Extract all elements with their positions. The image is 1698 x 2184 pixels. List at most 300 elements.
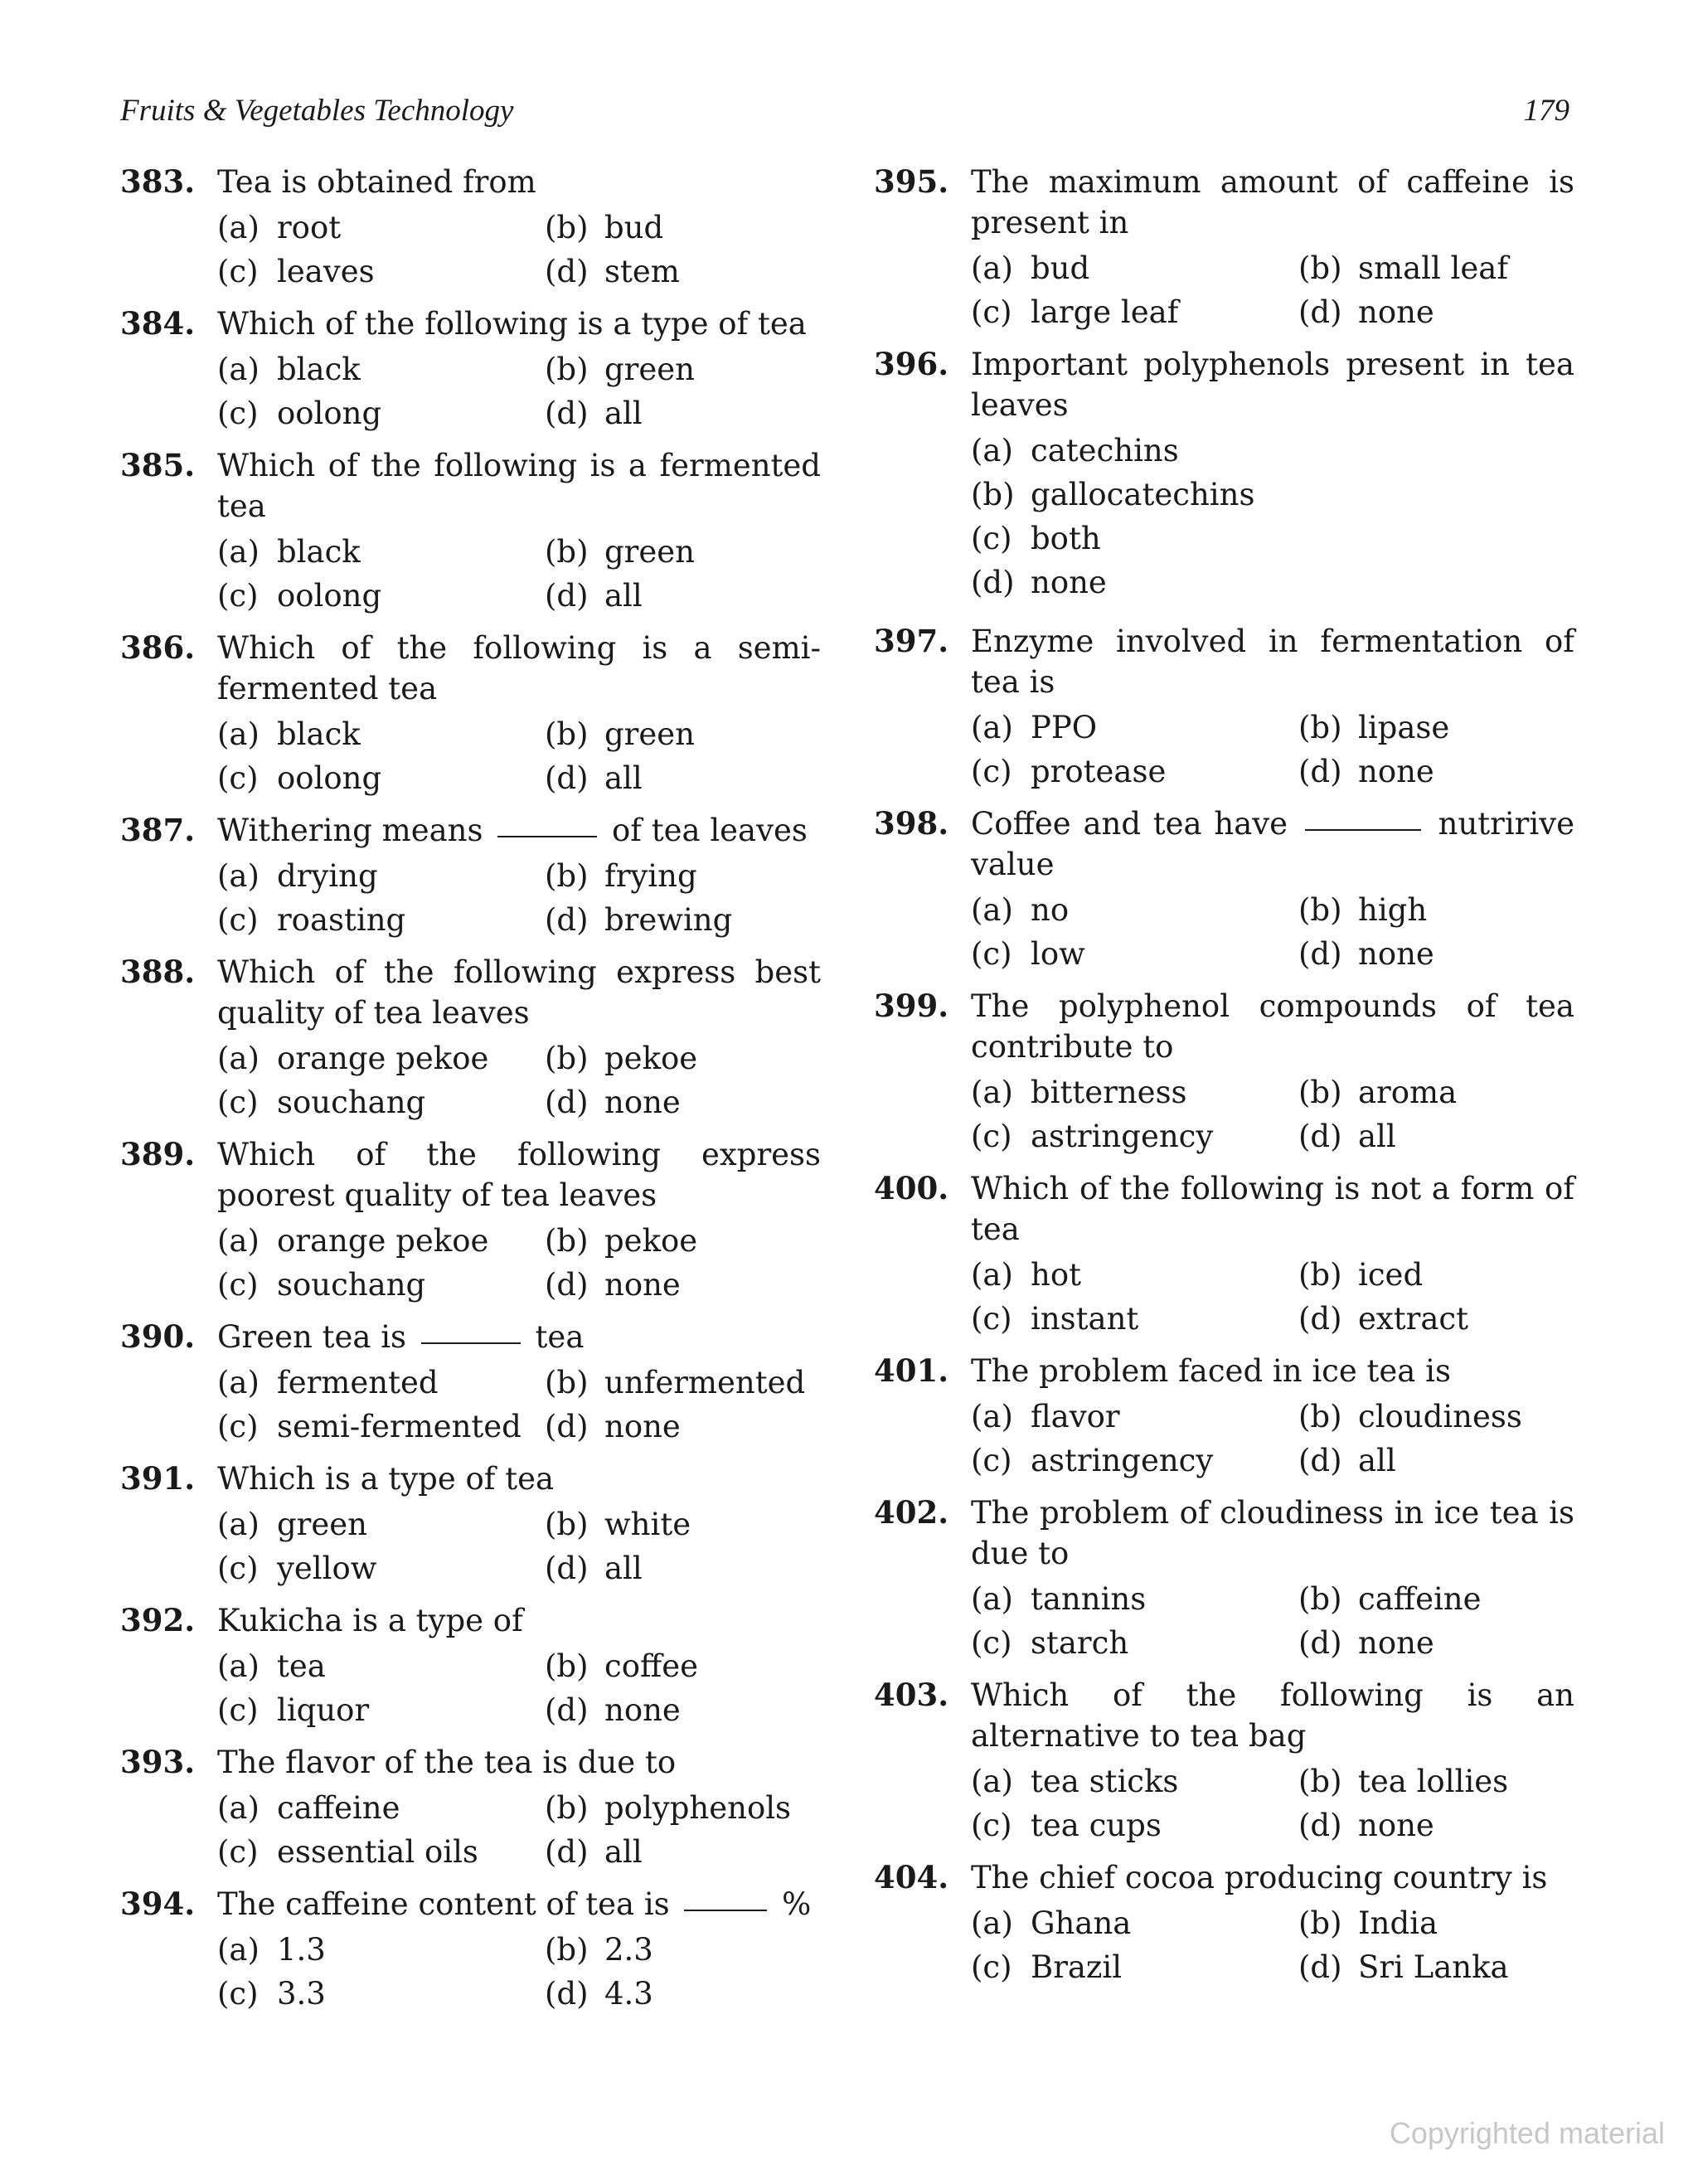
option: [545, 1646, 821, 1687]
question-number: 399.: [874, 988, 949, 1024]
option-letter: (a): [971, 433, 1013, 468]
option-label: frying: [604, 858, 697, 894]
option: [1298, 934, 1574, 974]
option: [545, 575, 821, 616]
option-label: none: [1358, 1808, 1434, 1843]
option: [1298, 1761, 1574, 1802]
option: [217, 1690, 545, 1730]
option-label: stem: [604, 254, 680, 289]
options-list: [971, 248, 1574, 332]
option-label: oolong: [277, 760, 382, 796]
option-label: none: [604, 1267, 681, 1303]
option-label: black: [277, 716, 361, 752]
option: [971, 1396, 1298, 1437]
option-letter: (a): [971, 892, 1013, 928]
option-letter: (d): [545, 396, 589, 431]
option-label: starch: [1031, 1625, 1129, 1661]
option-letter: (b): [1298, 1257, 1342, 1293]
option: [1298, 1072, 1574, 1113]
option: [1298, 1255, 1574, 1295]
option-label: unfermented: [604, 1365, 806, 1400]
option-letter: (b): [1298, 1905, 1342, 1941]
option-label: pekoe: [604, 1041, 698, 1076]
option-letter: (b): [1298, 1075, 1342, 1110]
option-label: hot: [1031, 1257, 1081, 1293]
question-395: [874, 162, 1574, 332]
option-label: no: [1031, 892, 1070, 928]
option-label: caffeine: [1358, 1581, 1482, 1617]
option-letter: (a): [971, 1075, 1013, 1110]
question-number: 390.: [120, 1318, 196, 1355]
option: [217, 1264, 545, 1305]
question-text: The chief cocoa producing country is: [971, 1860, 1548, 1895]
option: [971, 1761, 1298, 1802]
option-letter: (a): [971, 710, 1013, 745]
question-number: 393.: [120, 1744, 196, 1780]
option: [217, 1929, 545, 1970]
option-label: polyphenols: [604, 1790, 792, 1826]
option-letter: (a): [217, 1932, 260, 1968]
option: [971, 474, 1574, 515]
question-389: [120, 1134, 821, 1305]
option-letter: (b): [545, 1932, 589, 1968]
option-letter: (c): [217, 1692, 259, 1728]
option: [971, 430, 1574, 471]
option-letter: (d): [1298, 294, 1342, 330]
option-label: oolong: [277, 578, 382, 614]
option-label: roasting: [277, 902, 406, 938]
option-letter: (b): [545, 352, 589, 387]
option: [545, 1038, 821, 1079]
option-label: tea: [277, 1648, 326, 1684]
option-letter: (a): [217, 716, 260, 752]
options-list: [971, 890, 1574, 974]
option: [545, 1362, 821, 1403]
question-392: [120, 1600, 821, 1730]
question-text: Withering means of tea leaves: [217, 813, 808, 848]
option: [217, 856, 545, 896]
option-letter: (d): [545, 1834, 589, 1870]
question-386: [120, 628, 821, 798]
question-number: 386.: [120, 629, 196, 666]
question-403: [874, 1675, 1574, 1846]
option-label: tea sticks: [1031, 1764, 1179, 1799]
options-list: [217, 1038, 821, 1123]
option-letter: (b): [545, 1790, 589, 1826]
option-label: low: [1031, 936, 1085, 972]
option: [971, 562, 1574, 603]
option-label: all: [604, 396, 643, 431]
option: [971, 1255, 1298, 1295]
options-list: [217, 1362, 821, 1447]
options-list: [217, 349, 821, 434]
option: [545, 1690, 821, 1730]
option: [217, 575, 545, 616]
option: [1298, 1440, 1574, 1481]
question-391: [120, 1458, 821, 1589]
question-number: 400.: [874, 1170, 949, 1206]
option-letter: (b): [545, 210, 589, 245]
option: [217, 349, 545, 390]
option: [971, 1298, 1298, 1339]
option: [1298, 890, 1574, 930]
option-letter: (a): [217, 534, 260, 570]
question-text: Which of the following is a fermented tea: [217, 448, 821, 524]
option-label: white: [604, 1507, 691, 1542]
option-label: liquor: [277, 1692, 370, 1728]
question-number: 383.: [120, 163, 196, 200]
option-letter: (b): [1298, 1581, 1342, 1617]
option: [971, 1072, 1298, 1113]
question-text: Which is a type of tea: [217, 1461, 555, 1497]
option: [971, 1903, 1298, 1944]
option: [971, 1440, 1298, 1481]
option-letter: (c): [971, 754, 1012, 789]
option: [545, 1832, 821, 1872]
option-label: black: [277, 534, 361, 570]
option: [1298, 248, 1574, 289]
question-text: The problem of cloudiness in ice tea is due to: [971, 1495, 1574, 1571]
option-letter: (b): [1298, 710, 1342, 745]
option: [545, 207, 821, 248]
question-text: Kukicha is a type of: [217, 1603, 523, 1638]
option-label: orange pekoe: [277, 1041, 489, 1076]
option-label: drying: [277, 858, 378, 894]
question-number: 389.: [120, 1136, 196, 1172]
option: [217, 1082, 545, 1123]
option-letter: (b): [545, 1507, 589, 1542]
question-396: [874, 344, 1574, 603]
option: [971, 707, 1298, 748]
option-label: PPO: [1031, 710, 1098, 745]
option-letter: (c): [971, 1443, 1012, 1478]
options-list: [971, 1396, 1574, 1481]
option-letter: (a): [217, 1507, 260, 1542]
option-letter: (d): [545, 1976, 589, 2012]
option-letter: (c): [971, 1949, 1012, 1985]
left-column: [120, 162, 821, 2014]
option: [545, 531, 821, 572]
option-label: none: [604, 1692, 681, 1728]
option-label: none: [1358, 294, 1434, 330]
page-number: 179: [1523, 94, 1569, 128]
option: [217, 1221, 545, 1261]
option-letter: (d): [1298, 1625, 1342, 1661]
question-401: [874, 1351, 1574, 1481]
option-letter: (d): [971, 565, 1015, 600]
option-label: souchang: [277, 1085, 426, 1120]
question-402: [874, 1492, 1574, 1663]
question-text: The flavor of the tea is due to: [217, 1745, 677, 1780]
question-text: Tea is obtained from: [217, 164, 536, 200]
option: [971, 248, 1298, 289]
option-label: green: [604, 534, 695, 570]
question-number: 394.: [120, 1886, 196, 1922]
question-text: Which of the following express best quality of tea leaves: [217, 954, 821, 1031]
option: [545, 1504, 821, 1545]
question-text: Which of the following express poorest quality of tea leaves: [217, 1137, 821, 1213]
option: [545, 1221, 821, 1261]
option: [217, 1406, 545, 1447]
option-letter: (b): [545, 1648, 589, 1684]
question-number: 398.: [874, 805, 949, 842]
question-388: [120, 952, 821, 1123]
question-399: [874, 986, 1574, 1157]
question-387: [120, 810, 821, 940]
option-label: root: [277, 210, 342, 245]
option-letter: (d): [545, 254, 589, 289]
question-text: Important polyphenols present in tea leaves: [971, 347, 1574, 423]
answer-blank: [1305, 828, 1421, 831]
option: [545, 1406, 821, 1447]
option-label: leaves: [277, 254, 375, 289]
question-400: [874, 1168, 1574, 1339]
option-letter: (a): [971, 1905, 1013, 1941]
option-label: souchang: [277, 1267, 426, 1303]
option: [1298, 1947, 1574, 1987]
option: [217, 900, 545, 940]
option-label: none: [1358, 1625, 1434, 1661]
option-letter: (c): [217, 1976, 259, 2012]
option: [545, 251, 821, 292]
option-label: bitterness: [1031, 1075, 1187, 1110]
option: [1298, 292, 1574, 332]
option: [1298, 707, 1574, 748]
options-list: [971, 1255, 1574, 1339]
options-list: [217, 1788, 821, 1872]
question-number: 387.: [120, 812, 196, 848]
option: [217, 1548, 545, 1589]
option-label: all: [1358, 1443, 1396, 1478]
question-404: [874, 1857, 1574, 1987]
option: [971, 292, 1298, 332]
question-number: 395.: [874, 163, 949, 200]
question-384: [120, 303, 821, 434]
option-letter: (d): [545, 1692, 589, 1728]
option-label: essential oils: [277, 1834, 478, 1870]
option-label: high: [1358, 892, 1428, 928]
option-label: none: [1358, 754, 1434, 789]
option-letter: (a): [217, 352, 260, 387]
option-label: both: [1031, 521, 1101, 556]
option: [545, 900, 821, 940]
option-label: green: [277, 1507, 367, 1542]
options-list: [217, 1221, 821, 1305]
option-label: caffeine: [277, 1790, 400, 1826]
option: [1298, 1396, 1574, 1437]
option-label: all: [604, 578, 643, 614]
option-letter: (b): [545, 1365, 589, 1400]
option: [545, 856, 821, 896]
option-letter: (b): [971, 477, 1015, 512]
option-label: gallocatechins: [1031, 477, 1255, 512]
option-letter: (d): [1298, 936, 1342, 972]
option-label: iced: [1358, 1257, 1424, 1293]
option: [217, 251, 545, 292]
options-list: [217, 1646, 821, 1730]
options-list: [217, 1504, 821, 1589]
option-letter: (a): [217, 1223, 260, 1259]
question-text: Coffee and tea have nutririve value: [971, 806, 1575, 882]
option-letter: (a): [217, 1365, 260, 1400]
option-label: lipase: [1358, 710, 1450, 745]
options-list: [971, 707, 1574, 792]
option: [971, 1947, 1298, 1987]
option: [1298, 1903, 1574, 1944]
question-390: [120, 1317, 821, 1447]
options-list: [971, 1579, 1574, 1663]
option-letter: (c): [217, 1834, 259, 1870]
option-letter: (a): [971, 1764, 1013, 1799]
option: [971, 1805, 1298, 1846]
option: [545, 1264, 821, 1305]
option-letter: (b): [1298, 1764, 1342, 1799]
option-letter: (d): [1298, 1949, 1342, 1985]
option-label: Ghana: [1031, 1905, 1132, 1941]
option-label: 3.3: [277, 1976, 326, 2012]
option: [971, 1579, 1298, 1619]
question-393: [120, 1742, 821, 1872]
option-label: coffee: [604, 1648, 699, 1684]
option: [217, 1973, 545, 2014]
option-label: astringency: [1031, 1119, 1214, 1154]
option-label: catechins: [1031, 433, 1179, 468]
option: [217, 1788, 545, 1828]
option-label: protease: [1031, 754, 1167, 789]
question-383: [120, 162, 821, 292]
question-number: 388.: [120, 954, 196, 990]
right-column: [874, 162, 1574, 1987]
option-letter: (d): [545, 760, 589, 796]
option-letter: (a): [971, 1581, 1013, 1617]
option: [217, 1038, 545, 1079]
option-label: 2.3: [604, 1932, 653, 1968]
option-label: green: [604, 352, 695, 387]
option-letter: (a): [217, 210, 260, 245]
option-letter: (c): [217, 1085, 259, 1120]
option-label: green: [604, 716, 695, 752]
option: [217, 714, 545, 755]
option-label: India: [1358, 1905, 1438, 1941]
option-label: small leaf: [1358, 250, 1509, 286]
option-letter: (c): [971, 294, 1012, 330]
option-label: 1.3: [277, 1932, 326, 1968]
option-letter: (d): [545, 902, 589, 938]
option: [1298, 1116, 1574, 1157]
question-text: Green tea is tea: [217, 1319, 585, 1355]
option: [545, 1548, 821, 1589]
option-letter: (d): [1298, 1808, 1342, 1843]
option: [217, 1646, 545, 1687]
question-number: 385.: [120, 447, 196, 483]
option-label: oolong: [277, 396, 382, 431]
question-number: 404.: [874, 1859, 949, 1895]
copyright-watermark: Copyrighted material: [1389, 2116, 1665, 2150]
option-letter: (d): [545, 1551, 589, 1586]
option-label: 4.3: [604, 1976, 653, 2012]
option-letter: (d): [545, 1409, 589, 1444]
question-text: The problem faced in ice tea is: [971, 1353, 1451, 1389]
option-letter: (a): [217, 1790, 260, 1826]
option-letter: (b): [1298, 892, 1342, 928]
option-letter: (a): [971, 250, 1013, 286]
options-list: [217, 714, 821, 798]
option-label: all: [604, 1834, 643, 1870]
question-text: Which of the following is an alternative to tea bag: [971, 1677, 1574, 1754]
option-label: Brazil: [1031, 1949, 1123, 1985]
question-text: The caffeine content of tea is %: [217, 1886, 812, 1922]
answer-blank: [497, 835, 597, 837]
question-text: Enzyme involved in fermentation of tea is: [971, 624, 1574, 700]
option-letter: (b): [545, 1223, 589, 1259]
options-list: [971, 1903, 1574, 1987]
option-letter: (a): [217, 858, 260, 894]
option-letter: (c): [217, 396, 259, 431]
option-letter: (c): [971, 1808, 1012, 1843]
option-label: aroma: [1358, 1075, 1458, 1110]
option-label: none: [1031, 565, 1107, 600]
option-letter: (b): [1298, 1399, 1342, 1434]
option-letter: (b): [545, 1041, 589, 1076]
option: [545, 393, 821, 434]
option-letter: (c): [217, 1551, 259, 1586]
option-label: cloudiness: [1358, 1399, 1522, 1434]
option-label: tannins: [1031, 1581, 1147, 1617]
option: [217, 758, 545, 798]
option-letter: (c): [217, 902, 259, 938]
option-letter: (c): [971, 936, 1012, 972]
options-list: [217, 531, 821, 616]
option: [545, 1973, 821, 2014]
question-number: 403.: [874, 1677, 949, 1713]
option: [217, 207, 545, 248]
option-letter: (a): [217, 1041, 260, 1076]
question-number: 397.: [874, 623, 949, 659]
question-394: [120, 1884, 821, 2014]
option-label: all: [604, 760, 643, 796]
option: [545, 1788, 821, 1828]
options-list: [971, 1761, 1574, 1846]
option: [217, 1504, 545, 1545]
option-letter: (c): [217, 578, 259, 614]
option-letter: (c): [217, 254, 259, 289]
option: [1298, 1805, 1574, 1846]
question-385: [120, 445, 821, 616]
question-number: 392.: [120, 1602, 196, 1638]
option-label: yellow: [277, 1551, 377, 1586]
option-letter: (b): [1298, 250, 1342, 286]
option: [217, 1832, 545, 1872]
option-label: extract: [1358, 1301, 1468, 1337]
running-head: Fruits & Vegetables Technology: [120, 94, 514, 128]
option: [971, 518, 1574, 559]
question-text: Which of the following is a semi-fermented tea: [217, 630, 821, 706]
question-number: 391.: [120, 1460, 196, 1497]
question-text: The polyphenol compounds of tea contribute to: [971, 988, 1574, 1065]
option-letter: (c): [217, 760, 259, 796]
question-text: Which of the following is not a form of tea: [971, 1171, 1574, 1247]
question-text: The maximum amount of caffeine is present in: [971, 164, 1574, 240]
option-letter: (d): [1298, 754, 1342, 789]
option-letter: (c): [971, 521, 1012, 556]
option-label: none: [604, 1085, 681, 1120]
option: [545, 349, 821, 390]
option-letter: (a): [971, 1399, 1013, 1434]
question-text: Which of the following is a type of tea: [217, 306, 807, 342]
option: [545, 1082, 821, 1123]
option-label: brewing: [604, 902, 733, 938]
options-list: [971, 430, 1574, 603]
